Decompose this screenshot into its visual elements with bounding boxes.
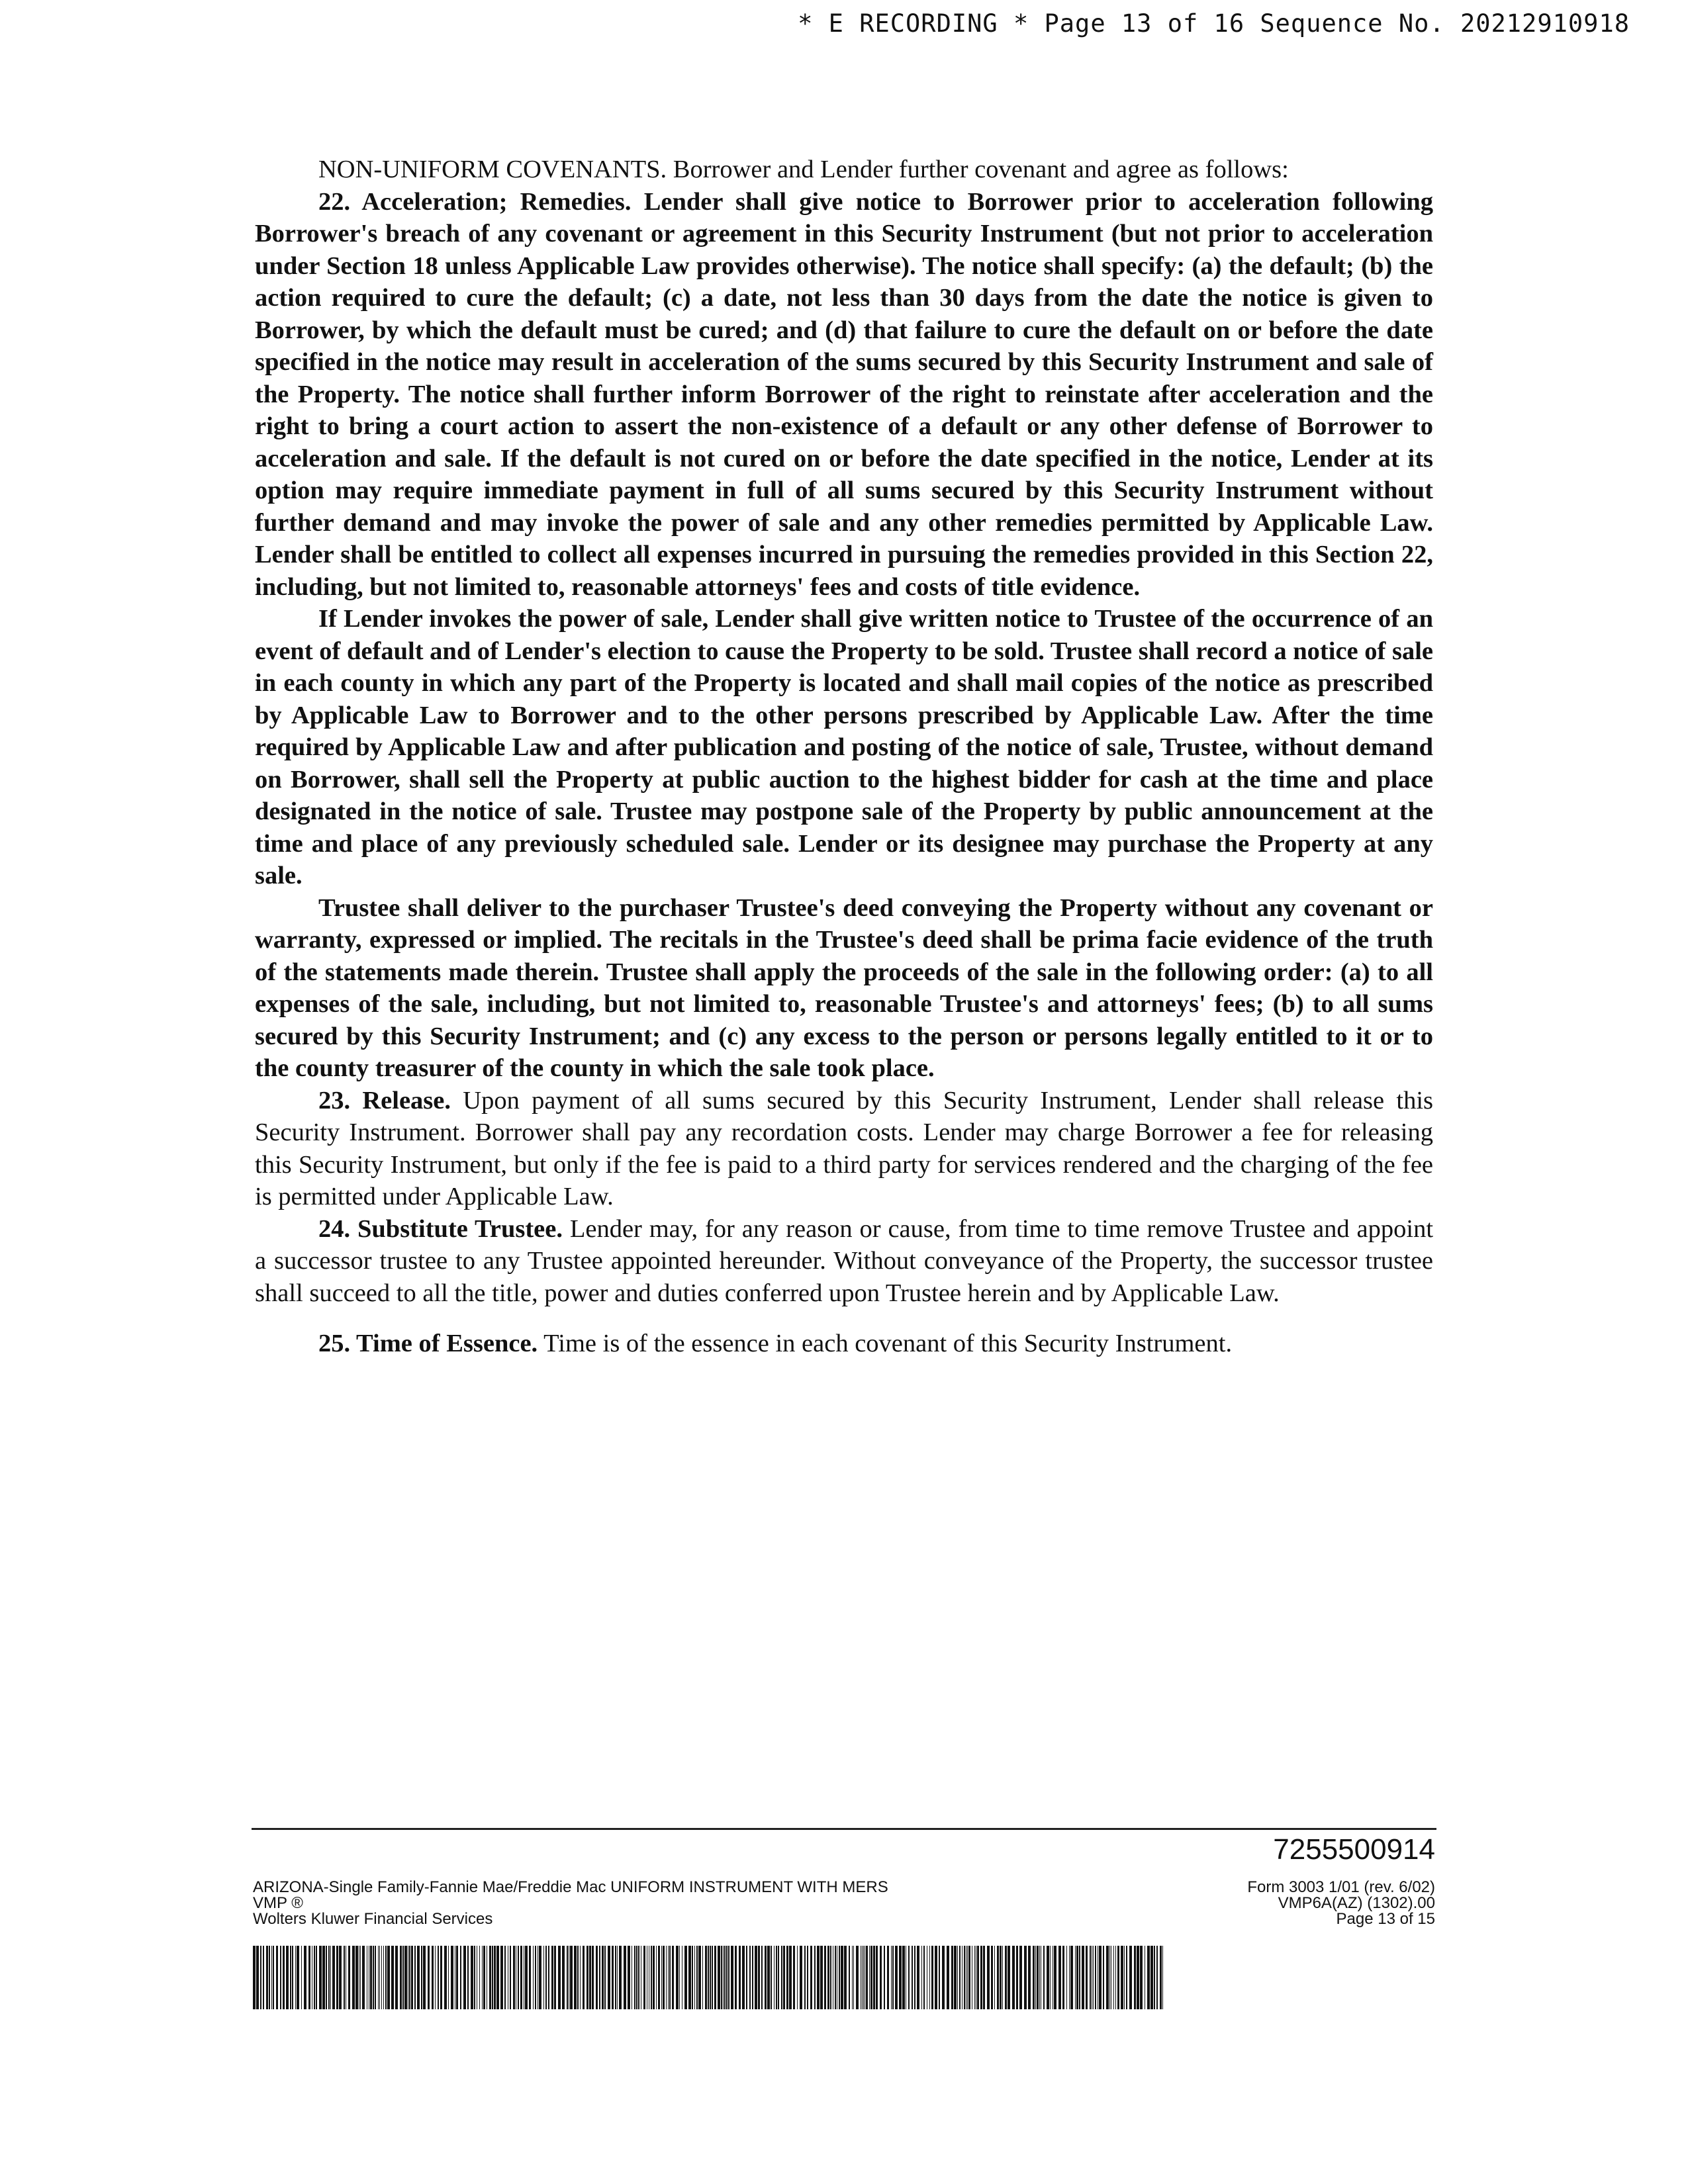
section-23-paragraph: [255, 1085, 1433, 1213]
section-24-heading: 24. Substitute Trustee.: [318, 1214, 563, 1243]
section-22-power-of-sale-paragraph: If Lender invokes the power of sale, Lender shall give written notice to Trustee of the occurrence of an event of default and of Lender's election to cause the Property to be sold. Trustee shall record a notice of sale in each county in which any part of the Property is located and shall mail copies of the notice as prescribed by Applicable Law to Borrower and to the other persons prescribed by Applicable Law. After the time required by Applicable Law and after publication and posting of the notice of sale, Trustee, without demand on Borrower, shall sell the Property at public auction to the highest bidder for cash at the time and place designated in the notice of sale. Trustee may postpone sale of the Property by public announcement at the time and place of any previously scheduled sale. Lender or its designee may purchase the Property at any sale.: [255, 605, 1433, 889]
recording-header: * E RECORDING * Page 13 of 16 Sequence No. 20212910918: [798, 9, 1630, 38]
covenants-body: [255, 154, 1433, 1360]
section-22-text: Lender shall give notice to Borrower prior to acceleration following Borrower's breach of any covenant or agreement in this Security Instrument (but not prior to acceleration under Section 18 unless Applicable Law provides otherwise). The notice shall specify: (a) the default; (b) the action required to cure the default; (c) a date, not less than 30 days from the date the notice is given to Borrower, by which the default must be cured; and (d) that failure to cure the default on or before the date specified in the notice may result in acceleration of the sums secured by this Security Instrument and sale of the Property. The notice shall further inform Borrower of the right to reinstate after acceleration and the right to bring a court action to assert the non-existence of a default or any other defense of Borrower to acceleration and sale. If the default is not cured on or before the date specified in the notice, Lender at its option may require immediate payment in full of all sums secured by this Security Instrument without further demand and may invoke the power of sale and any other remedies permitted by Applicable Law. Lender shall be entitled to collect all expenses incurred in pursuing the remedies provided in this Section 22, including, but not limited to, reasonable attorneys' fees and costs of title evidence.: [255, 187, 1433, 601]
section-24-text: Lender may, for any reason or cause, from time to time remove Trustee and appoint a successor trustee to any Trustee appointed hereunder. Without conveyance of the Property, the successor trustee shall succeed to all the title, power and duties conferred upon Trustee herein and by Applicable Law.: [255, 1214, 1434, 1307]
loan-number: 7255500914: [1273, 1833, 1435, 1866]
footer-publisher: Wolters Kluwer Financial Services: [253, 1910, 493, 1928]
barcode-icon: [253, 1946, 1163, 2009]
footer-vmp-mark: VMP ®: [253, 1894, 303, 1912]
footer-form-description: [253, 1880, 888, 1927]
section-23-text: Upon payment of all sums secured by this Security Instrument, Lender shall release this Security Instrument. Borrower shall pay any recordation costs. Lender may charge Borrower a fee for releasing this Security Instrument, but only if the fee is paid to a third party for services rendered and the charging of the fee is permitted under Applicable Law.: [255, 1086, 1434, 1210]
footer-form-code: VMP6A(AZ) (1302).00: [1278, 1894, 1435, 1912]
section-24-paragraph: [255, 1213, 1433, 1310]
footer-page-number: Page 13 of 15: [1336, 1910, 1435, 1928]
section-23-heading: 23. Release.: [318, 1086, 451, 1115]
intro-paragraph: NON-UNIFORM COVENANTS. Borrower and Lender further covenant and agree as follows:: [318, 156, 1289, 183]
footer-form-info: [1247, 1880, 1435, 1927]
footer-divider: [252, 1828, 1436, 1830]
section-25-text: Time is of the essence in each covenant of this Security Instrument.: [543, 1330, 1233, 1357]
section-25-heading: 25. Time of Essence.: [318, 1330, 538, 1357]
section-22-number: 22.: [318, 187, 351, 216]
footer-form-title: ARIZONA-Single Family-Fannie Mae/Freddie Mac UNIFORM INSTRUMENT WITH MERS: [253, 1878, 888, 1896]
section-22-paragraph: [255, 186, 1433, 604]
section-22-heading: Acceleration; Remedies.: [361, 187, 632, 216]
section-22-trustee-deed-paragraph: Trustee shall deliver to the purchaser Trustee's deed conveying the Property without any covenant or warranty, expressed or implied. The recitals in the Trustee's deed shall be prima facie evidence of the truth of the statements made therein. Trustee shall apply the proceeds of the sale in the following order: (a) to all expenses of the sale, including, but not limited to, reasonable Trustee's and attorneys' fees; (b) to all sums secured by this Security Instrument; and (c) any excess to the person or persons legally entitled to it or to the county treasurer of the county in which the sale took place.: [255, 893, 1433, 1082]
section-25-paragraph: [255, 1328, 1433, 1360]
footer-form-number: Form 3003 1/01 (rev. 6/02): [1247, 1878, 1435, 1896]
